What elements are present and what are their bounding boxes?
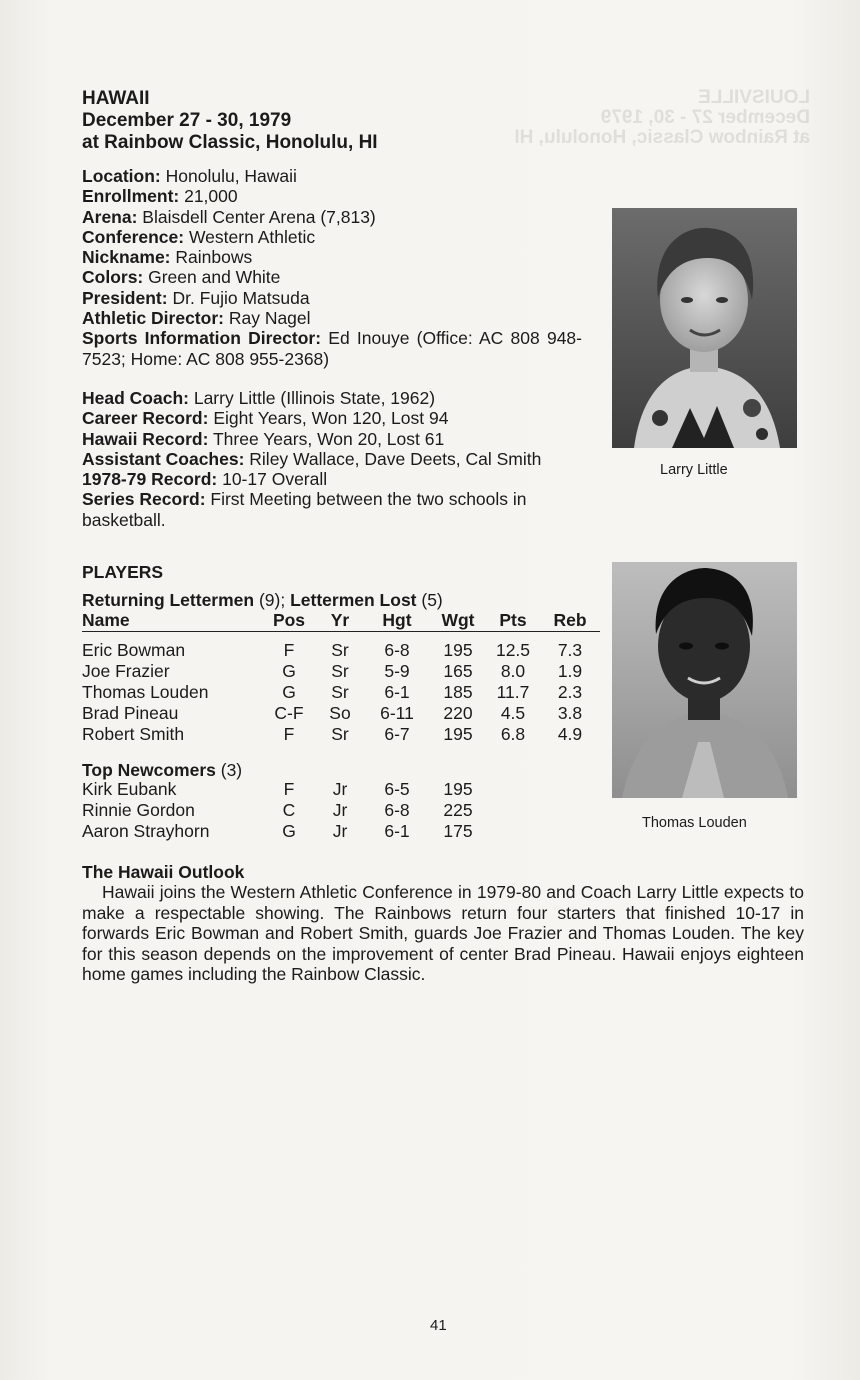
returning-label: Returning Lettermen xyxy=(82,590,255,610)
info-value: Ed Inouye (Office: AC 808 948-7523; Home: AC 808 955-2368) xyxy=(82,328,582,369)
table-row xyxy=(82,640,600,661)
coach-label: Series Record: xyxy=(82,489,206,510)
newcomers-label: Top Newcomers xyxy=(82,760,216,780)
cell-name: Brad Pineau xyxy=(82,703,179,723)
col-reb: Reb xyxy=(540,609,600,632)
info-conference xyxy=(82,227,582,247)
coach-assistants xyxy=(82,449,582,469)
coach-hawaii-record xyxy=(82,429,582,449)
cell-yr: Sr xyxy=(331,682,349,702)
info-value: Honolulu, Hawaii xyxy=(160,166,297,186)
table-row xyxy=(82,724,600,745)
coach-value: First Meeting between the two schools in basketball. xyxy=(82,489,527,530)
spacer-row xyxy=(82,632,600,641)
info-location xyxy=(82,166,582,186)
newcomers-table xyxy=(82,779,486,842)
cell-yr: Jr xyxy=(332,779,348,799)
coach-label: Career Record: xyxy=(82,408,209,429)
coach-value: Eight Years, Won 120, Lost 94 xyxy=(208,408,449,429)
cell-yr: Jr xyxy=(332,800,348,820)
cell-wgt: 225 xyxy=(443,800,473,820)
outlook-heading: The Hawaii Outlook xyxy=(82,862,245,882)
cell-pos: F xyxy=(283,724,295,744)
cell-pos: C xyxy=(282,800,296,820)
coach-value: Three Years, Won 20, Lost 61 xyxy=(208,428,445,449)
col-yr: Yr xyxy=(316,609,364,632)
cell-pos: F xyxy=(283,640,295,660)
info-label: Colors: xyxy=(82,267,144,288)
table-row xyxy=(82,661,600,682)
player-photo-caption: Thomas Louden xyxy=(642,815,747,831)
cell-wgt: 220 xyxy=(443,703,473,723)
cell-yr: Sr xyxy=(331,724,349,744)
team-name: HAWAII xyxy=(82,88,150,109)
coach-photo xyxy=(612,208,797,448)
cell-wgt: 195 xyxy=(443,640,473,660)
cell-pts: 11.7 xyxy=(496,682,530,702)
info-label: Enrollment: xyxy=(82,186,180,207)
cell-reb: 4.9 xyxy=(557,724,583,744)
cell-reb: 7.3 xyxy=(557,640,583,660)
cell-hgt: 6-8 xyxy=(384,800,410,820)
cell-name: Eric Bowman xyxy=(82,640,186,660)
coach-portrait-image xyxy=(612,208,797,448)
coach-head xyxy=(82,388,582,408)
table-header-row xyxy=(82,609,600,632)
newcomers-count: (3) xyxy=(215,760,243,780)
cell-pts: 12.5 xyxy=(495,640,531,660)
lost-label: Lettermen Lost xyxy=(290,590,417,610)
info-arena xyxy=(82,207,582,227)
coach-info xyxy=(82,388,582,530)
col-pos: Pos xyxy=(262,609,316,632)
newcomers-heading xyxy=(82,760,242,781)
info-label: Athletic Director: xyxy=(82,308,224,329)
coach-value: 10-17 Overall xyxy=(217,469,328,490)
cell-name: Rinnie Gordon xyxy=(82,800,195,820)
coach-career-record xyxy=(82,408,582,428)
cell-reb: 3.8 xyxy=(557,703,583,723)
event-dates: December 27 - 30, 1979 xyxy=(82,110,292,131)
col-hgt: Hgt xyxy=(364,609,430,632)
info-value: Rainbows xyxy=(170,247,253,268)
cell-name: Robert Smith xyxy=(82,724,185,744)
col-pts: Pts xyxy=(486,609,540,632)
info-label: Location: xyxy=(82,166,161,186)
cell-yr: Jr xyxy=(332,821,348,841)
coach-season-record xyxy=(82,469,582,489)
players-heading: PLAYERS xyxy=(82,562,164,582)
col-wgt: Wgt xyxy=(430,609,486,632)
cell-wgt: 195 xyxy=(443,724,473,744)
info-value: Dr. Fujio Matsuda xyxy=(167,287,310,308)
info-nickname xyxy=(82,247,582,267)
cell-hgt: 6-11 xyxy=(380,703,414,723)
coach-label: Hawaii Record: xyxy=(82,428,209,449)
cell-pts: 8.0 xyxy=(500,661,526,681)
info-value: Blaisdell Center Arena (7,813) xyxy=(137,206,376,227)
coach-photo-caption: Larry Little xyxy=(660,462,728,478)
info-label: Arena: xyxy=(82,206,138,227)
cell-wgt: 195 xyxy=(443,779,473,799)
cell-pos: G xyxy=(282,821,296,841)
cell-wgt: 165 xyxy=(443,661,473,681)
cell-hgt: 5-9 xyxy=(384,661,410,681)
cell-yr: Sr xyxy=(331,640,349,660)
info-label: Nickname: xyxy=(82,247,171,268)
returning-roster-table xyxy=(82,609,600,745)
info-sid xyxy=(82,328,582,369)
event-location: at Rainbow Classic, Honolulu, HI xyxy=(82,132,378,153)
info-president xyxy=(82,288,582,308)
table-row xyxy=(82,703,600,724)
table-row xyxy=(82,821,486,842)
coach-value: Larry Little (Illinois State, 1962) xyxy=(188,388,436,408)
cell-name: Kirk Eubank xyxy=(82,779,177,799)
cell-pos: G xyxy=(282,682,296,702)
cell-name: Aaron Strayhorn xyxy=(82,821,210,841)
table-row xyxy=(82,779,486,800)
table-row xyxy=(82,800,486,821)
info-label: Sports Information Director: xyxy=(82,328,322,349)
lost-count: (5) xyxy=(416,590,443,610)
cell-pos: G xyxy=(282,661,296,681)
coach-value: Riley Wallace, Dave Deets, Cal Smith xyxy=(244,448,542,469)
info-colors xyxy=(82,267,582,287)
lettermen-summary xyxy=(82,590,443,611)
info-enrollment xyxy=(82,186,582,206)
outlook-paragraph: Hawaii joins the Western Athletic Conference in 1979-80 and Coach Larry Little expects to make a respectable showing. The Rainbows return four starters that finished 10-17 in forwards Eric Bowman and Robert Smith, guards Joe Frazier and Thomas Louden. The key for this season depends on the improvement of center Brad Pineau. Hawaii enjoys eighteen home games including the Rainbow Classic. xyxy=(82,882,804,984)
cell-hgt: 6-1 xyxy=(384,821,410,841)
cell-hgt: 6-8 xyxy=(384,640,410,660)
cell-wgt: 175 xyxy=(443,821,473,841)
cell-hgt: 6-5 xyxy=(384,779,410,799)
cell-reb: 2.3 xyxy=(557,682,583,702)
page-number: 41 xyxy=(430,1317,447,1334)
school-info xyxy=(82,166,582,369)
cell-name: Joe Frazier xyxy=(82,661,170,681)
cell-hgt: 6-1 xyxy=(384,682,410,702)
cell-reb: 1.9 xyxy=(557,661,583,681)
cell-yr: So xyxy=(329,703,351,723)
info-label: Conference: xyxy=(82,226,185,247)
cell-pts: 6.8 xyxy=(500,724,526,744)
info-label: President: xyxy=(82,287,168,308)
cell-wgt: 185 xyxy=(443,682,473,702)
col-name: Name xyxy=(82,609,262,632)
info-value: 21,000 xyxy=(179,186,238,207)
cell-pos: F xyxy=(283,779,295,799)
cell-pts: 4.5 xyxy=(500,703,526,723)
player-portrait-image xyxy=(612,562,797,798)
info-value: Western Athletic xyxy=(184,226,316,247)
table-row xyxy=(82,682,600,703)
info-athletic-director xyxy=(82,308,582,328)
cell-name: Thomas Louden xyxy=(82,682,209,702)
cell-hgt: 6-7 xyxy=(384,724,410,744)
coach-label: 1978-79 Record: xyxy=(82,469,218,490)
coach-label: Head Coach: xyxy=(82,388,189,408)
header-block xyxy=(82,88,602,154)
player-photo xyxy=(612,562,797,798)
returning-count: (9); xyxy=(254,590,291,610)
coach-series-record xyxy=(82,489,582,530)
coach-label: Assistant Coaches: xyxy=(82,448,245,469)
cell-yr: Sr xyxy=(331,661,349,681)
show-through-text: LOUISVILLE December 27 - 30, 1979 at Rainbow Classic, Honolulu, HI xyxy=(514,87,810,148)
info-value: Ray Nagel xyxy=(223,308,311,329)
cell-pos: C-F xyxy=(274,703,304,723)
info-value: Green and White xyxy=(143,267,281,288)
